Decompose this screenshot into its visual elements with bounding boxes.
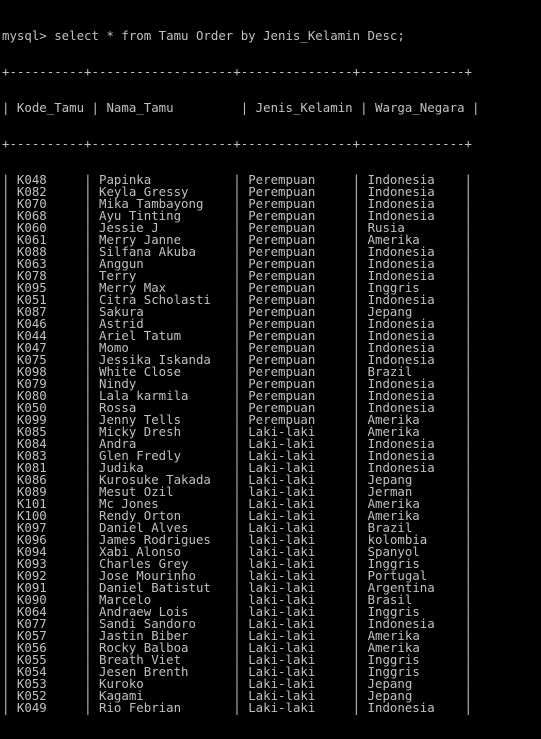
table-row: | K091 | Daniel Batistut | laki-laki | Argentina | bbox=[2, 580, 473, 595]
table-row: | K083 | Glen Fredly | Laki-laki | Indonesia | bbox=[2, 448, 472, 463]
cell-kode-tamu: K046 bbox=[16, 316, 47, 331]
cell-nama-tamu: Merry Janne bbox=[98, 232, 182, 247]
table-row: | K087 | Sakura | Perempuan | Jepang | bbox=[2, 304, 472, 319]
cell-warga-negara: Indonesia bbox=[367, 400, 435, 415]
cell-nama-tamu: Mika Tambayong bbox=[98, 196, 204, 211]
table-row: | K055 | Breath Viet | Laki-laki | Inggris | bbox=[2, 652, 472, 667]
cell-kode-tamu: K100 bbox=[16, 508, 47, 523]
cell-nama-tamu: Lala karmila bbox=[98, 388, 189, 403]
cell-nama-tamu: Ayu Tinting bbox=[98, 208, 182, 223]
cell-nama-tamu: Mc Jones bbox=[98, 496, 159, 511]
cell-nama-tamu: Rio Febrian bbox=[98, 700, 182, 715]
cell-nama-tamu: Micky Dresh bbox=[98, 424, 182, 439]
result-rows bbox=[2, 174, 479, 714]
cell-warga-negara: Jepang bbox=[367, 676, 413, 691]
cell-warga-negara: Inggris bbox=[367, 280, 420, 295]
cell-warga-negara: Amerika bbox=[367, 628, 420, 643]
cell-kode-tamu: K070 bbox=[16, 196, 47, 211]
table-row: | K048 | Papinka | Perempuan | Indonesia | bbox=[2, 172, 472, 187]
cell-nama-tamu: Rocky Balboa bbox=[98, 640, 189, 655]
cell-jenis-kelamin: laki-laki bbox=[248, 592, 316, 607]
cell-warga-negara: Indonesia bbox=[367, 352, 435, 367]
table-row: | K063 | Anggun | Perempuan | Indonesia | bbox=[2, 256, 472, 271]
cell-jenis-kelamin: Perempuan bbox=[248, 172, 316, 187]
cell-kode-tamu: K057 bbox=[16, 628, 47, 643]
cell-warga-negara: Amerika bbox=[367, 640, 420, 655]
cell-jenis-kelamin: Perempuan bbox=[248, 244, 316, 259]
cell-warga-negara: Portugal bbox=[367, 568, 428, 583]
cell-warga-negara: Indonesia bbox=[367, 256, 435, 271]
cell-nama-tamu: Ariel Tatum bbox=[98, 328, 182, 343]
cell-jenis-kelamin: Laki-laki bbox=[248, 520, 316, 535]
table-row: | K098 | White Close | Perempuan | Brazil | bbox=[2, 364, 472, 379]
cell-jenis-kelamin: laki-laki bbox=[248, 580, 316, 595]
cell-warga-negara: Indonesia bbox=[367, 208, 435, 223]
cell-jenis-kelamin: Laki-laki bbox=[248, 700, 316, 715]
cell-jenis-kelamin: Laki-laki bbox=[248, 676, 316, 691]
cell-warga-negara: Indonesia bbox=[367, 328, 435, 343]
cell-jenis-kelamin: Perempuan bbox=[248, 184, 316, 199]
table-row: | K100 | Rendy Orton | Laki-laki | Amerika | bbox=[2, 508, 472, 523]
cell-kode-tamu: K054 bbox=[16, 664, 47, 679]
table-row: | K094 | Xabi Alonso | laki-laki | Spanyol | bbox=[2, 544, 472, 559]
cell-jenis-kelamin: Perempuan bbox=[248, 292, 316, 307]
cell-nama-tamu: Breath Viet bbox=[98, 652, 182, 667]
cell-warga-negara: Indonesia bbox=[367, 184, 435, 199]
table-row: | K086 | Kurosuke Takada | Laki-laki | Jepang | bbox=[2, 472, 473, 487]
cell-kode-tamu: K047 bbox=[16, 340, 47, 355]
table-row: | K056 | Rocky Balboa | Laki-laki | Amerika | bbox=[2, 640, 472, 655]
cell-warga-negara: Indonesia bbox=[367, 436, 435, 451]
cell-nama-tamu: Mesut Ozil bbox=[98, 484, 174, 499]
cell-warga-negara: Amerika bbox=[367, 424, 420, 439]
cell-jenis-kelamin: Perempuan bbox=[248, 340, 316, 355]
cell-nama-tamu: Terry bbox=[98, 268, 137, 283]
header-warga-negara: Warga_Negara bbox=[375, 100, 465, 115]
cell-jenis-kelamin: Perempuan bbox=[248, 208, 316, 223]
cell-warga-negara: Jepang bbox=[367, 472, 413, 487]
table-row: | K068 | Ayu Tinting | Perempuan | Indonesia | bbox=[2, 208, 472, 223]
cell-warga-negara: Inggris bbox=[367, 664, 420, 679]
cell-jenis-kelamin: Laki-laki bbox=[248, 448, 316, 463]
cell-kode-tamu: K099 bbox=[16, 412, 47, 427]
cell-nama-tamu: Anggun bbox=[98, 256, 144, 271]
cell-warga-negara: Amerika bbox=[367, 232, 420, 247]
cell-nama-tamu: Judika bbox=[98, 460, 144, 475]
cell-warga-negara: Brazil bbox=[367, 364, 413, 379]
cell-jenis-kelamin: Perempuan bbox=[248, 256, 316, 271]
cell-jenis-kelamin: Laki-laki bbox=[248, 616, 316, 631]
table-row: | K088 | Silfana Akuba | Perempuan | Indonesia | bbox=[2, 244, 472, 259]
cell-warga-negara: Amerika bbox=[367, 496, 420, 511]
cell-kode-tamu: K097 bbox=[16, 520, 47, 535]
cell-kode-tamu: K060 bbox=[16, 220, 47, 235]
terminal-output bbox=[2, 6, 479, 738]
cell-jenis-kelamin: Perempuan bbox=[248, 304, 316, 319]
cell-kode-tamu: K092 bbox=[16, 568, 47, 583]
cell-jenis-kelamin: Laki-laki bbox=[248, 424, 316, 439]
cell-nama-tamu: Jessie J bbox=[98, 220, 159, 235]
cell-kode-tamu: K096 bbox=[16, 532, 47, 547]
cell-warga-negara: Indonesia bbox=[367, 616, 435, 631]
cell-nama-tamu: Silfana Akuba bbox=[98, 244, 196, 259]
cell-kode-tamu: K077 bbox=[16, 616, 47, 631]
cell-jenis-kelamin: laki-laki bbox=[248, 556, 316, 571]
table-row: | K047 | Momo | Perempuan | Indonesia | bbox=[2, 340, 472, 355]
cell-nama-tamu: Andraew Lois bbox=[98, 604, 189, 619]
table-row: | K070 | Mika Tambayong | Perempuan | Indonesia | bbox=[2, 196, 472, 211]
sql-command: select * from Tamu Order by Jenis_Kelamin Desc; bbox=[54, 28, 405, 43]
cell-jenis-kelamin: Laki-laki bbox=[248, 664, 316, 679]
cell-kode-tamu: K087 bbox=[16, 304, 47, 319]
cell-nama-tamu: Xabi Alonso bbox=[98, 544, 182, 559]
table-row: | K082 | Keyla Gressy | Perempuan | Indonesia | bbox=[2, 184, 473, 199]
cell-jenis-kelamin: Perempuan bbox=[248, 316, 316, 331]
cell-nama-tamu: Kagami bbox=[98, 688, 144, 703]
table-row: | K054 | Jesen Brenth | Laki-laki | Inggris | bbox=[2, 664, 472, 679]
cell-kode-tamu: K091 bbox=[16, 580, 47, 595]
cell-nama-tamu: Andra bbox=[98, 436, 137, 451]
cell-warga-negara: Spanyol bbox=[367, 544, 420, 559]
cell-nama-tamu: Jastin Biber bbox=[98, 628, 189, 643]
cell-kode-tamu: K081 bbox=[16, 460, 47, 475]
cell-nama-tamu: Daniel Batistut bbox=[98, 580, 211, 595]
cell-kode-tamu: K049 bbox=[16, 700, 47, 715]
cell-kode-tamu: K080 bbox=[16, 388, 47, 403]
cell-nama-tamu: Papinka bbox=[98, 172, 152, 187]
cell-warga-negara: Indonesia bbox=[367, 316, 435, 331]
cell-jenis-kelamin: Perempuan bbox=[248, 232, 316, 247]
cell-kode-tamu: K053 bbox=[16, 676, 47, 691]
cell-jenis-kelamin: laki-laki bbox=[248, 532, 316, 547]
cell-nama-tamu: Jose Mourinho bbox=[98, 568, 196, 583]
cell-jenis-kelamin: Laki-laki bbox=[248, 460, 316, 475]
cell-warga-negara: Brasil bbox=[367, 592, 413, 607]
cell-warga-negara: Indonesia bbox=[367, 376, 435, 391]
table-border-middle: +----------+-------------------+---------------+--------------+ bbox=[2, 136, 472, 151]
cell-nama-tamu: Daniel Alves bbox=[98, 520, 189, 535]
cell-nama-tamu: Jenny Tells bbox=[98, 412, 182, 427]
table-row: | K096 | James Rodrigues | laki-laki | kolombia | bbox=[2, 532, 473, 547]
cell-nama-tamu: Astrid bbox=[98, 316, 144, 331]
cell-warga-negara: Rusia bbox=[367, 220, 405, 235]
cell-nama-tamu: Marcelo bbox=[98, 592, 152, 607]
cell-jenis-kelamin: Perempuan bbox=[248, 280, 316, 295]
command-line bbox=[2, 30, 479, 42]
table-border-top: +----------+-------------------+---------------+--------------+ bbox=[2, 64, 472, 79]
cell-warga-negara: Brazil bbox=[367, 520, 413, 535]
cell-nama-tamu: Rendy Orton bbox=[98, 508, 182, 523]
table-row: | K060 | Jessie J | Perempuan | Rusia | bbox=[2, 220, 473, 235]
table-row: | K050 | Rossa | Perempuan | Indonesia | bbox=[2, 400, 473, 415]
cell-kode-tamu: K083 bbox=[16, 448, 47, 463]
cell-nama-tamu: Momo bbox=[98, 340, 129, 355]
cell-nama-tamu: Kuroko bbox=[98, 676, 144, 691]
cell-jenis-kelamin: Perempuan bbox=[248, 388, 316, 403]
cell-jenis-kelamin: Perempuan bbox=[248, 328, 316, 343]
cell-jenis-kelamin: Perempuan bbox=[248, 268, 316, 283]
cell-kode-tamu: K098 bbox=[16, 364, 47, 379]
cell-warga-negara: Amerika bbox=[367, 508, 420, 523]
cell-warga-negara: Indonesia bbox=[367, 172, 435, 187]
cell-warga-negara: Argentina bbox=[367, 580, 435, 595]
cell-jenis-kelamin: Laki-laki bbox=[248, 472, 316, 487]
cell-jenis-kelamin: laki-laki bbox=[248, 484, 316, 499]
cell-warga-negara: Indonesia bbox=[367, 268, 435, 283]
cell-warga-negara: Jerman bbox=[367, 484, 413, 499]
table-row: | K099 | Jenny Tells | Perempuan | Amerika | bbox=[2, 412, 472, 427]
cell-warga-negara: Jepang bbox=[367, 304, 413, 319]
cell-warga-negara: kolombia bbox=[367, 532, 428, 547]
cell-nama-tamu: Jesen Brenth bbox=[98, 664, 189, 679]
cell-kode-tamu: K084 bbox=[16, 436, 47, 451]
cell-kode-tamu: K086 bbox=[16, 472, 47, 487]
cell-kode-tamu: K089 bbox=[16, 484, 47, 499]
cell-jenis-kelamin: laki-laki bbox=[248, 604, 316, 619]
cell-warga-negara: Inggris bbox=[367, 604, 420, 619]
cell-kode-tamu: K082 bbox=[16, 184, 47, 199]
table-row: | K079 | Nindy | Perempuan | Indonesia | bbox=[2, 376, 473, 391]
header-kode-tamu: Kode_Tamu bbox=[16, 100, 85, 115]
cell-kode-tamu: K088 bbox=[16, 244, 47, 259]
cell-jenis-kelamin: laki-laki bbox=[248, 568, 316, 583]
cell-kode-tamu: K056 bbox=[16, 640, 47, 655]
cell-nama-tamu: Keyla Gressy bbox=[98, 184, 189, 199]
cell-warga-negara: Indonesia bbox=[367, 196, 435, 211]
table-row: | K084 | Andra | Laki-laki | Indonesia | bbox=[2, 436, 473, 451]
cell-jenis-kelamin: Laki-laki bbox=[248, 436, 316, 451]
cell-kode-tamu: K051 bbox=[16, 292, 47, 307]
cell-jenis-kelamin: Laki-laki bbox=[248, 508, 316, 523]
cell-jenis-kelamin: Perempuan bbox=[248, 220, 316, 235]
cell-nama-tamu: Rossa bbox=[98, 400, 137, 415]
cell-kode-tamu: K075 bbox=[16, 352, 47, 367]
cell-kode-tamu: K048 bbox=[16, 172, 47, 187]
table-row: | K097 | Daniel Alves | Laki-laki | Brazil | bbox=[2, 520, 473, 535]
cell-jenis-kelamin: laki-laki bbox=[248, 544, 316, 559]
cell-jenis-kelamin: Laki-laki bbox=[248, 628, 316, 643]
table-row: | K080 | Lala karmila | Perempuan | Indonesia | bbox=[2, 388, 473, 403]
cell-jenis-kelamin: Laki-laki bbox=[248, 652, 316, 667]
cell-kode-tamu: K078 bbox=[16, 268, 47, 283]
table-row: | K101 | Mc Jones | Laki-laki | Amerika | bbox=[2, 496, 472, 511]
cell-kode-tamu: K090 bbox=[16, 592, 47, 607]
cell-warga-negara: Amerika bbox=[367, 412, 420, 427]
cell-warga-negara: Indonesia bbox=[367, 292, 435, 307]
table-row: | K075 | Jessika Iskanda | Perempuan | Indonesia | bbox=[2, 352, 473, 367]
cell-warga-negara: Indonesia bbox=[367, 460, 435, 475]
cell-nama-tamu: Jessika Iskanda bbox=[98, 352, 211, 367]
cell-nama-tamu: Charles Grey bbox=[98, 556, 189, 571]
table-row: | K077 | Sandi Sandoro | Laki-laki | Indonesia | bbox=[2, 616, 472, 631]
cell-warga-negara: Indonesia bbox=[367, 244, 435, 259]
cell-nama-tamu: Citra Scholasti bbox=[98, 292, 211, 307]
cell-nama-tamu: Sakura bbox=[98, 304, 144, 319]
cell-warga-negara: Indonesia bbox=[367, 448, 435, 463]
table-row: | K064 | Andraew Lois | laki-laki | Inggris | bbox=[2, 604, 472, 619]
cell-kode-tamu: K050 bbox=[16, 400, 47, 415]
cell-nama-tamu: Nindy bbox=[98, 376, 137, 391]
table-row: | K095 | Merry Max | Perempuan | Inggris | bbox=[2, 280, 472, 295]
cell-kode-tamu: K061 bbox=[16, 232, 47, 247]
cell-kode-tamu: K079 bbox=[16, 376, 47, 391]
cell-kode-tamu: K068 bbox=[16, 208, 47, 223]
cell-kode-tamu: K064 bbox=[16, 604, 47, 619]
cell-nama-tamu: Merry Max bbox=[98, 280, 167, 295]
cell-kode-tamu: K085 bbox=[16, 424, 47, 439]
table-row: | K061 | Merry Janne | Perempuan | Amerika | bbox=[2, 232, 472, 247]
table-row: | K090 | Marcelo | laki-laki | Brasil | bbox=[2, 592, 472, 607]
cell-jenis-kelamin: Perempuan bbox=[248, 196, 316, 211]
table-row: | K051 | Citra Scholasti | Perempuan | Indonesia | bbox=[2, 292, 473, 307]
table-row: | K081 | Judika | Laki-laki | Indonesia | bbox=[2, 460, 472, 475]
cell-jenis-kelamin: Perempuan bbox=[248, 352, 316, 367]
cell-jenis-kelamin: Perempuan bbox=[248, 364, 316, 379]
header-jenis-kelamin: Jenis_Kelamin bbox=[255, 100, 353, 115]
cell-warga-negara: Inggris bbox=[367, 652, 420, 667]
cell-jenis-kelamin: Perempuan bbox=[248, 400, 316, 415]
cell-jenis-kelamin: Perempuan bbox=[248, 376, 316, 391]
table-row: | K052 | Kagami | Laki-laki | Jepang | bbox=[2, 688, 472, 703]
cell-kode-tamu: K044 bbox=[16, 328, 47, 343]
table-row: | K078 | Terry | Perempuan | Indonesia | bbox=[2, 268, 473, 283]
table-row: | K093 | Charles Grey | laki-laki | Inggris | bbox=[2, 556, 472, 571]
cell-kode-tamu: K052 bbox=[16, 688, 47, 703]
table-header-row: | Kode_Tamu | Nama_Tamu | Jenis_Kelamin | Warga_Negara | bbox=[2, 100, 480, 115]
cell-nama-tamu: White Close bbox=[98, 364, 182, 379]
cell-nama-tamu: Kurosuke Takada bbox=[98, 472, 211, 487]
cell-kode-tamu: K095 bbox=[16, 280, 47, 295]
table-row: | K085 | Micky Dresh | Laki-laki | Amerika | bbox=[2, 424, 472, 439]
cell-nama-tamu: Sandi Sandoro bbox=[98, 616, 196, 631]
table-row: | K092 | Jose Mourinho | laki-laki | Portugal | bbox=[2, 568, 472, 583]
cell-warga-negara: Jepang bbox=[367, 688, 413, 703]
table-row: | K089 | Mesut Ozil | laki-laki | Jerman | bbox=[2, 484, 473, 499]
mysql-prompt: mysql> bbox=[2, 28, 55, 43]
cell-kode-tamu: K063 bbox=[16, 256, 47, 271]
cell-jenis-kelamin: Laki-laki bbox=[248, 688, 316, 703]
cell-kode-tamu: K055 bbox=[16, 652, 47, 667]
cell-jenis-kelamin: Perempuan bbox=[248, 412, 316, 427]
cell-warga-negara: Indonesia bbox=[367, 700, 435, 715]
cell-nama-tamu: James Rodrigues bbox=[98, 532, 211, 547]
cell-warga-negara: Inggris bbox=[367, 556, 420, 571]
cell-warga-negara: Indonesia bbox=[367, 340, 435, 355]
cell-kode-tamu: K094 bbox=[16, 544, 47, 559]
cell-warga-negara: Indonesia bbox=[367, 388, 435, 403]
cell-jenis-kelamin: Laki-laki bbox=[248, 496, 316, 511]
cell-nama-tamu: Glen Fredly bbox=[98, 448, 182, 463]
table-row: | K053 | Kuroko | Laki-laki | Jepang | bbox=[2, 676, 472, 691]
table-row: | K044 | Ariel Tatum | Perempuan | Indonesia | bbox=[2, 328, 472, 343]
cell-jenis-kelamin: Laki-laki bbox=[248, 640, 316, 655]
table-row: | K057 | Jastin Biber | Laki-laki | Amerika | bbox=[2, 628, 472, 643]
cell-kode-tamu: K093 bbox=[16, 556, 47, 571]
table-row: | K049 | Rio Febrian | Laki-laki | Indonesia | bbox=[2, 700, 472, 715]
header-nama-tamu: Nama_Tamu bbox=[106, 100, 174, 115]
cell-kode-tamu: K101 bbox=[16, 496, 47, 511]
table-row: | K046 | Astrid | Perempuan | Indonesia | bbox=[2, 316, 472, 331]
